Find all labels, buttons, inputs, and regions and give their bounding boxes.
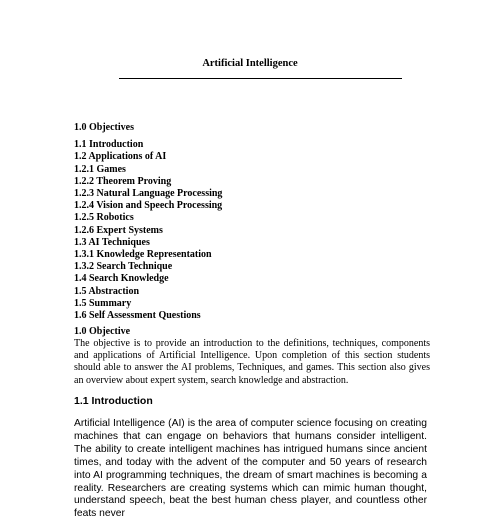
toc-item: 1.3.2 Search Technique [74, 261, 173, 273]
toc-item: 1.2.6 Expert Systems [74, 224, 163, 236]
toc-item: 1.5 Summary [74, 297, 132, 309]
toc-item: 1.3.1 Knowledge Representation [74, 249, 212, 261]
toc-item: 1.2.1 Games [74, 163, 126, 175]
objective-heading: 1.0 Objective [74, 326, 131, 337]
introduction-paragraph: Artificial Intelligence (AI) is the area of computer science focusing on creating machines that can engage on behaviors that humans consider intelligent. The ability to create intelligent machines has intrigued humans since ancient times, and today with the advent of the computer and 50 years of research into AI programming techniques, the dream of smart machines is becoming a reality. Researchers are creating systems which can mimic human thought, understand speech, beat the best human chess player, and countless other feats never [74, 418, 427, 520]
toc-item: 1.6 Self Assessment Questions [74, 310, 201, 322]
toc-item: 1.2.2 Theorem Proving [74, 175, 172, 187]
table-of-contents [74, 122, 222, 322]
title-underline [119, 78, 402, 79]
toc-item: 1.2.4 Vision and Speech Processing [74, 200, 223, 212]
toc-item: 1.2.5 Robotics [74, 212, 134, 224]
toc-item: 1.2 Applications of AI [74, 151, 167, 163]
document-title: Artificial Intelligence [202, 58, 298, 69]
toc-item: 1.4 Search Knowledge [74, 273, 169, 285]
toc-item: 1.1 Introduction [74, 139, 144, 151]
toc-item: 1.5 Abstraction [74, 285, 139, 297]
toc-item-objectives: 1.0 Objectives [74, 122, 134, 133]
objective-paragraph: The objective is to provide an introduction to the definitions, techniques, components and applications of Artificial Intelligence. Upon completion of this section students should able to answer the AI problems, Techniques, and games. This section also gives an overview about expert system, search knowledge and abstraction. [74, 338, 430, 386]
toc-item: 1.2.3 Natural Language Processing [74, 188, 223, 200]
toc-item: 1.3 AI Techniques [74, 236, 150, 248]
introduction-heading: 1.1 Introduction [74, 395, 153, 407]
